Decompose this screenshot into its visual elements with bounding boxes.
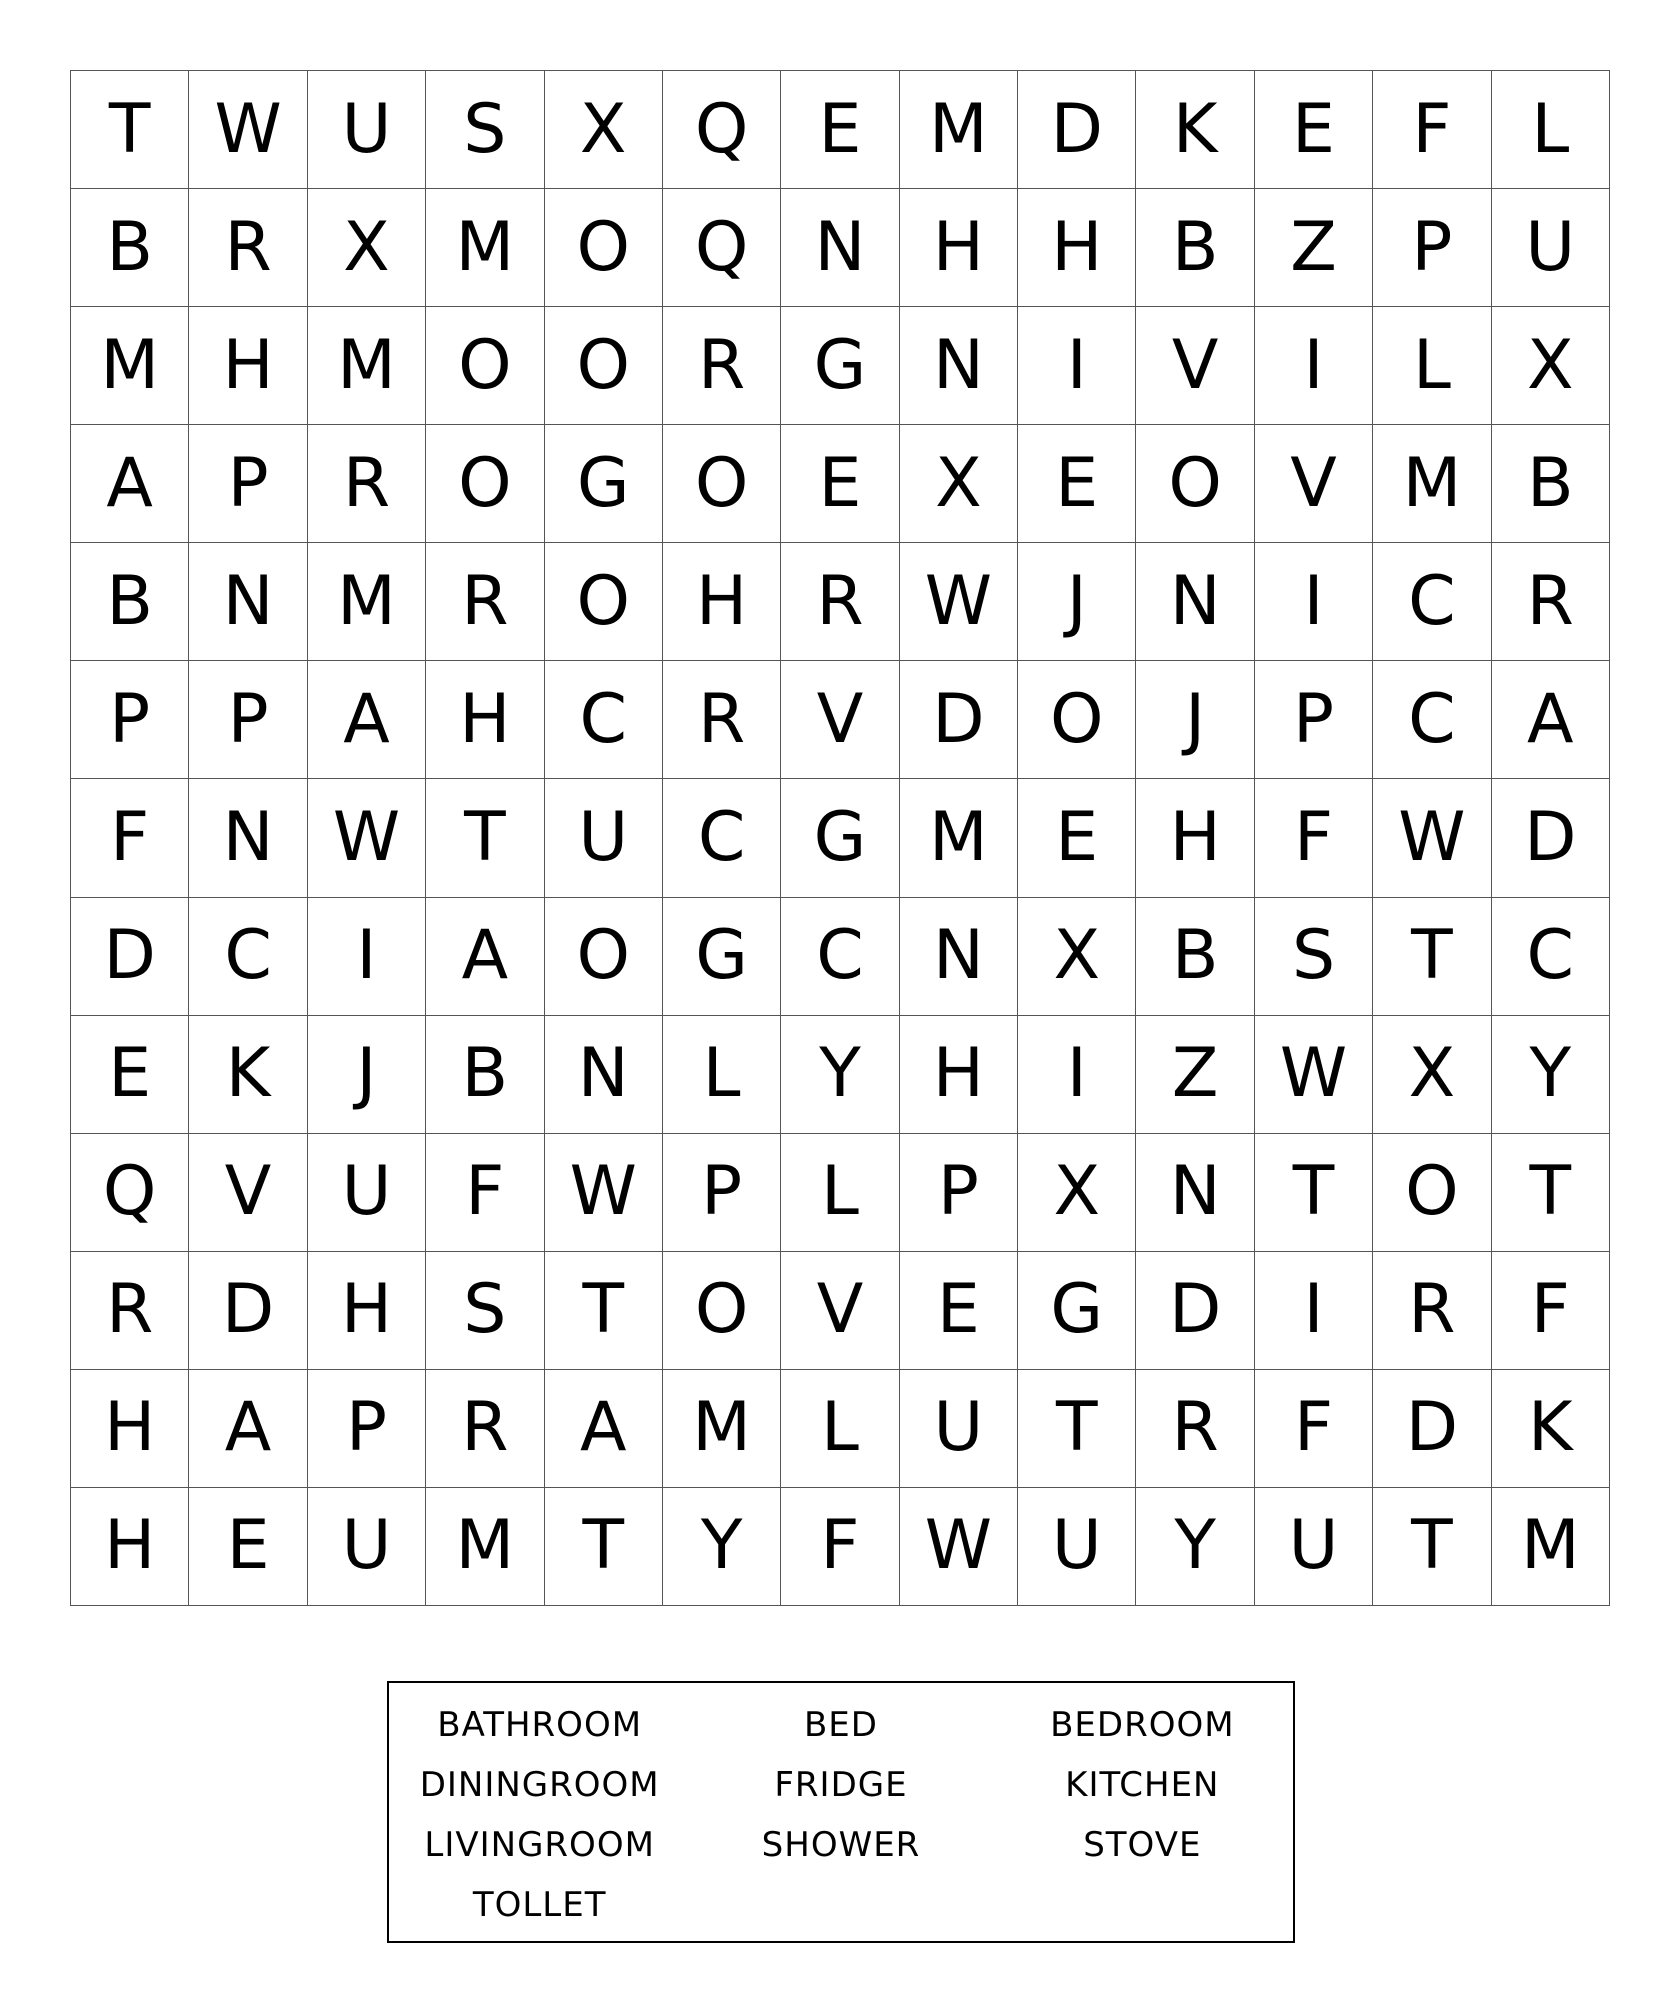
grid-cell[interactable]: R: [426, 1370, 544, 1488]
word-bank-item: BEDROOM: [1050, 1705, 1235, 1745]
grid-cell[interactable]: B: [71, 543, 189, 661]
grid-cell[interactable]: M: [426, 189, 544, 307]
grid-cell[interactable]: J: [1136, 661, 1254, 779]
grid-cell[interactable]: A: [426, 898, 544, 1016]
grid-cell[interactable]: C: [781, 898, 899, 1016]
grid-cell[interactable]: D: [1018, 71, 1136, 189]
grid-cell[interactable]: F: [1373, 71, 1491, 189]
grid-cell[interactable]: C: [545, 661, 663, 779]
grid-cell[interactable]: U: [308, 1488, 426, 1606]
grid-cell[interactable]: Y: [1492, 1016, 1610, 1134]
grid-cell[interactable]: T: [1018, 1370, 1136, 1488]
grid-cell[interactable]: M: [71, 307, 189, 425]
word-bank-item: TOLLET: [472, 1885, 607, 1925]
grid-cell[interactable]: C: [189, 898, 307, 1016]
grid-cell[interactable]: T: [1255, 1134, 1373, 1252]
grid-cell[interactable]: M: [308, 307, 426, 425]
grid-cell[interactable]: D: [1373, 1370, 1491, 1488]
grid-cell[interactable]: G: [781, 779, 899, 897]
grid-cell[interactable]: R: [781, 543, 899, 661]
grid-cell[interactable]: R: [663, 661, 781, 779]
grid-cell[interactable]: T: [1373, 898, 1491, 1016]
grid-cell[interactable]: B: [71, 189, 189, 307]
grid-cell[interactable]: N: [781, 189, 899, 307]
grid-cell[interactable]: C: [1492, 898, 1610, 1016]
grid-cell[interactable]: I: [1018, 1016, 1136, 1134]
grid-cell[interactable]: L: [781, 1370, 899, 1488]
grid-cell[interactable]: D: [1136, 1252, 1254, 1370]
grid-cell[interactable]: B: [426, 1016, 544, 1134]
grid-cell[interactable]: X: [1373, 1016, 1491, 1134]
grid-cell[interactable]: O: [1136, 425, 1254, 543]
grid-cell[interactable]: N: [1136, 1134, 1254, 1252]
grid-cell[interactable]: U: [1018, 1488, 1136, 1606]
grid-cell[interactable]: W: [545, 1134, 663, 1252]
grid-cell[interactable]: F: [781, 1488, 899, 1606]
grid-cell[interactable]: M: [1373, 425, 1491, 543]
grid-cell[interactable]: J: [1018, 543, 1136, 661]
grid-cell[interactable]: G: [545, 425, 663, 543]
grid-cell[interactable]: G: [663, 898, 781, 1016]
grid-cell[interactable]: S: [426, 1252, 544, 1370]
grid-cell[interactable]: W: [1373, 779, 1491, 897]
grid-cell[interactable]: P: [1373, 189, 1491, 307]
grid-cell[interactable]: H: [1136, 779, 1254, 897]
grid-cell[interactable]: T: [426, 779, 544, 897]
grid-cell[interactable]: E: [900, 1252, 1018, 1370]
grid-cell[interactable]: T: [545, 1488, 663, 1606]
grid-cell[interactable]: O: [545, 898, 663, 1016]
grid-cell[interactable]: M: [308, 543, 426, 661]
grid-cell[interactable]: H: [308, 1252, 426, 1370]
grid-cell[interactable]: N: [545, 1016, 663, 1134]
grid-cell[interactable]: R: [71, 1252, 189, 1370]
grid-cell[interactable]: S: [1255, 898, 1373, 1016]
grid-cell[interactable]: I: [1018, 307, 1136, 425]
grid-cell[interactable]: N: [900, 307, 1018, 425]
grid-cell[interactable]: A: [189, 1370, 307, 1488]
grid-cell[interactable]: B: [1136, 189, 1254, 307]
grid-cell[interactable]: N: [189, 543, 307, 661]
grid-cell[interactable]: D: [1492, 779, 1610, 897]
grid-cell[interactable]: P: [1255, 661, 1373, 779]
grid-cell[interactable]: P: [189, 425, 307, 543]
grid-cell[interactable]: V: [781, 1252, 899, 1370]
word-bank-item: BATHROOM: [437, 1705, 643, 1745]
grid-cell[interactable]: A: [308, 661, 426, 779]
grid-cell[interactable]: M: [900, 779, 1018, 897]
grid-cell[interactable]: I: [1255, 307, 1373, 425]
grid-cell[interactable]: Q: [71, 1134, 189, 1252]
grid-cell[interactable]: X: [900, 425, 1018, 543]
grid-cell[interactable]: S: [426, 71, 544, 189]
word-bank-item: FRIDGE: [774, 1765, 908, 1805]
grid-cell[interactable]: V: [1136, 307, 1254, 425]
grid-cell[interactable]: Z: [1136, 1016, 1254, 1134]
grid-cell[interactable]: F: [1255, 779, 1373, 897]
grid-cell[interactable]: E: [781, 71, 899, 189]
grid-cell[interactable]: F: [426, 1134, 544, 1252]
grid-cell[interactable]: K: [189, 1016, 307, 1134]
grid-cell[interactable]: R: [426, 543, 544, 661]
grid-cell[interactable]: M: [1492, 1488, 1610, 1606]
grid-cell[interactable]: V: [1255, 425, 1373, 543]
grid-cell[interactable]: I: [308, 898, 426, 1016]
grid-cell[interactable]: N: [189, 779, 307, 897]
grid-cell[interactable]: T: [71, 71, 189, 189]
word-bank-item: SHOWER: [761, 1825, 921, 1865]
word-bank-item: KITCHEN: [1065, 1765, 1220, 1805]
grid-cell[interactable]: T: [545, 1252, 663, 1370]
grid-cell[interactable]: O: [545, 189, 663, 307]
grid-cell[interactable]: L: [1492, 71, 1610, 189]
grid-cell[interactable]: P: [663, 1134, 781, 1252]
grid-cell[interactable]: G: [1018, 1252, 1136, 1370]
grid-cell[interactable]: H: [71, 1370, 189, 1488]
grid-cell[interactable]: A: [545, 1370, 663, 1488]
grid-cell[interactable]: F: [1492, 1252, 1610, 1370]
grid-cell[interactable]: A: [71, 425, 189, 543]
grid-cell[interactable]: U: [308, 1134, 426, 1252]
grid-cell[interactable]: R: [1136, 1370, 1254, 1488]
grid-cell[interactable]: X: [1018, 1134, 1136, 1252]
grid-cell[interactable]: E: [1255, 71, 1373, 189]
grid-cell[interactable]: H: [900, 189, 1018, 307]
grid-cell[interactable]: V: [189, 1134, 307, 1252]
grid-cell[interactable]: W: [900, 543, 1018, 661]
grid-cell[interactable]: F: [1255, 1370, 1373, 1488]
grid-cell[interactable]: U: [1255, 1488, 1373, 1606]
grid-cell[interactable]: P: [71, 661, 189, 779]
grid-cell[interactable]: I: [1255, 543, 1373, 661]
grid-cell[interactable]: X: [308, 189, 426, 307]
grid-cell[interactable]: M: [900, 71, 1018, 189]
grid-cell[interactable]: W: [189, 71, 307, 189]
grid-cell[interactable]: P: [900, 1134, 1018, 1252]
word-bank-item: BED: [803, 1705, 878, 1745]
grid-cell[interactable]: E: [1018, 425, 1136, 543]
grid-cell[interactable]: K: [1492, 1370, 1610, 1488]
grid-cell[interactable]: P: [308, 1370, 426, 1488]
grid-cell[interactable]: C: [1373, 661, 1491, 779]
grid-cell[interactable]: M: [663, 1370, 781, 1488]
grid-cell[interactable]: W: [308, 779, 426, 897]
grid-cell[interactable]: Q: [663, 189, 781, 307]
grid-cell[interactable]: Y: [781, 1016, 899, 1134]
grid-cell[interactable]: F: [71, 779, 189, 897]
grid-cell[interactable]: X: [545, 71, 663, 189]
grid-cell[interactable]: E: [781, 425, 899, 543]
grid-cell[interactable]: U: [308, 71, 426, 189]
grid-cell[interactable]: P: [189, 661, 307, 779]
grid-cell[interactable]: X: [1492, 307, 1610, 425]
grid-cell[interactable]: H: [71, 1488, 189, 1606]
grid-cell[interactable]: W: [900, 1488, 1018, 1606]
grid-cell[interactable]: B: [1136, 898, 1254, 1016]
grid-cell[interactable]: G: [781, 307, 899, 425]
grid-cell[interactable]: H: [189, 307, 307, 425]
grid-cell[interactable]: C: [663, 779, 781, 897]
grid-cell[interactable]: O: [545, 543, 663, 661]
grid-cell[interactable]: X: [1018, 898, 1136, 1016]
grid-cell[interactable]: R: [189, 189, 307, 307]
grid-cell[interactable]: T: [1492, 1134, 1610, 1252]
grid-cell[interactable]: T: [1373, 1488, 1491, 1606]
grid-cell[interactable]: H: [1018, 189, 1136, 307]
grid-cell[interactable]: O: [1373, 1134, 1491, 1252]
grid-cell[interactable]: R: [308, 425, 426, 543]
grid-cell[interactable]: D: [189, 1252, 307, 1370]
grid-cell[interactable]: B: [1492, 425, 1610, 543]
grid-cell[interactable]: E: [71, 1016, 189, 1134]
grid-cell[interactable]: E: [1018, 779, 1136, 897]
grid-cell[interactable]: L: [781, 1134, 899, 1252]
grid-cell[interactable]: O: [545, 307, 663, 425]
grid-cell[interactable]: Q: [663, 71, 781, 189]
grid-cell[interactable]: R: [663, 307, 781, 425]
grid-cell[interactable]: H: [426, 661, 544, 779]
grid-cell[interactable]: M: [426, 1488, 544, 1606]
grid-cell[interactable]: V: [781, 661, 899, 779]
grid-cell[interactable]: N: [1136, 543, 1254, 661]
grid-cell[interactable]: O: [426, 307, 544, 425]
word-bank-item: DININGROOM: [419, 1765, 660, 1805]
word-bank: [387, 1681, 1295, 1943]
grid-cell[interactable]: D: [900, 661, 1018, 779]
grid-cell[interactable]: J: [308, 1016, 426, 1134]
grid-cell[interactable]: W: [1255, 1016, 1373, 1134]
grid-cell[interactable]: R: [1373, 1252, 1491, 1370]
grid-cell[interactable]: D: [71, 898, 189, 1016]
grid-cell[interactable]: N: [900, 898, 1018, 1016]
grid-cell[interactable]: Z: [1255, 189, 1373, 307]
grid-cell[interactable]: U: [1492, 189, 1610, 307]
grid-cell[interactable]: O: [1018, 661, 1136, 779]
grid-cell[interactable]: O: [663, 425, 781, 543]
grid-cell[interactable]: L: [1373, 307, 1491, 425]
grid-cell[interactable]: H: [663, 543, 781, 661]
grid-cell[interactable]: K: [1136, 71, 1254, 189]
letter-grid: [70, 70, 1610, 1606]
word-bank-item: STOVE: [1083, 1825, 1202, 1865]
grid-cell[interactable]: U: [545, 779, 663, 897]
grid-cell[interactable]: R: [1492, 543, 1610, 661]
grid-cell[interactable]: L: [663, 1016, 781, 1134]
grid-cell[interactable]: E: [189, 1488, 307, 1606]
grid-cell[interactable]: O: [663, 1252, 781, 1370]
grid-cell[interactable]: C: [1373, 543, 1491, 661]
grid-cell[interactable]: O: [426, 425, 544, 543]
grid-cell[interactable]: Y: [1136, 1488, 1254, 1606]
grid-cell[interactable]: A: [1492, 661, 1610, 779]
grid-cell[interactable]: I: [1255, 1252, 1373, 1370]
grid-cell[interactable]: Y: [663, 1488, 781, 1606]
grid-cell[interactable]: H: [900, 1016, 1018, 1134]
grid-cell[interactable]: U: [900, 1370, 1018, 1488]
word-bank-item: LIVINGROOM: [424, 1825, 655, 1865]
